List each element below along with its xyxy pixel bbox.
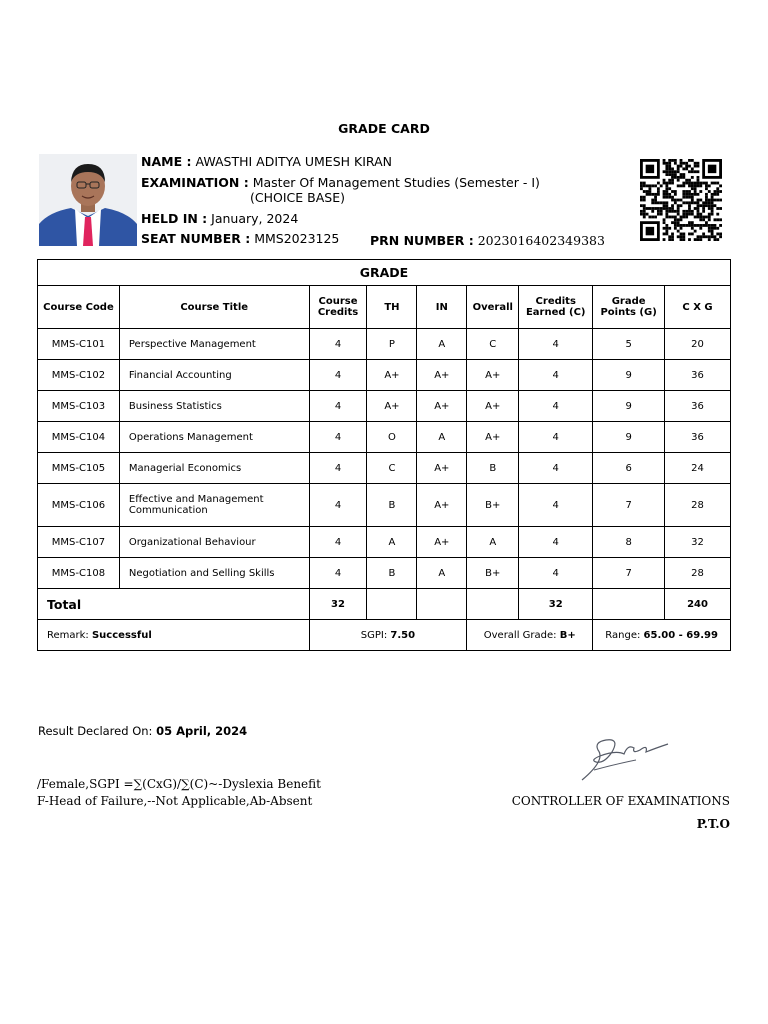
name-label: NAME :	[141, 154, 192, 169]
examination-name: Master Of Management Studies (Semester - I)	[252, 175, 540, 190]
th-grade: A	[367, 527, 417, 558]
overall-grade-summary: Overall Grade: B+	[467, 620, 593, 651]
cxg-value: 28	[665, 558, 731, 589]
student-name-line	[141, 154, 392, 169]
in-grade: A+	[417, 453, 467, 484]
cxg-value: 28	[665, 484, 731, 527]
in-grade: A	[417, 329, 467, 360]
course-title: Business Statistics	[119, 391, 309, 422]
table-row	[38, 527, 731, 558]
total-cxg: 240	[665, 589, 731, 620]
course-credits: 4	[309, 422, 367, 453]
header-grade-points: Grade Points (G)	[593, 286, 665, 329]
course-code: MMS-C107	[38, 527, 120, 558]
in-grade: A+	[417, 527, 467, 558]
in-grade: A+	[417, 484, 467, 527]
sgpi: SGPI: 7.50	[309, 620, 467, 651]
student-photo	[39, 154, 137, 246]
declared-date: 05 April, 2024	[156, 724, 248, 738]
grade-points: 8	[593, 527, 665, 558]
course-credits: 4	[309, 360, 367, 391]
credits-earned: 4	[519, 391, 593, 422]
in-grade: A	[417, 558, 467, 589]
footnote-legend-1: /Female,SGPI =∑(CxG)/∑(C)~-Dyslexia Benefit	[37, 777, 321, 791]
signature-icon	[576, 730, 676, 785]
course-code: MMS-C102	[38, 360, 120, 391]
header-in: IN	[417, 286, 467, 329]
course-code: MMS-C101	[38, 329, 120, 360]
course-credits: 4	[309, 527, 367, 558]
header-course-title: Course Title	[119, 286, 309, 329]
examination-line	[141, 175, 540, 190]
prn-number-value: 2023016402349383	[477, 233, 605, 248]
credits-earned: 4	[519, 329, 593, 360]
held-in-line	[141, 211, 298, 226]
table-row	[38, 453, 731, 484]
credits-earned: 4	[519, 527, 593, 558]
course-code: MMS-C108	[38, 558, 120, 589]
th-grade: C	[367, 453, 417, 484]
course-credits: 4	[309, 558, 367, 589]
th-grade: A+	[367, 391, 417, 422]
overall-grade: B+	[467, 558, 519, 589]
header-course-credits: Course Credits	[309, 286, 367, 329]
th-grade: B	[367, 484, 417, 527]
th-grade: B	[367, 558, 417, 589]
grade-points: 5	[593, 329, 665, 360]
table-row	[38, 360, 731, 391]
course-title: Operations Management	[119, 422, 309, 453]
th-grade: A+	[367, 360, 417, 391]
in-grade: A	[417, 422, 467, 453]
prn-number-label: PRN NUMBER :	[370, 233, 474, 248]
footnote-legend-2: F-Head of Failure,--Not Applicable,Ab-Absent	[37, 794, 313, 808]
grade-points: 9	[593, 360, 665, 391]
course-title: Managerial Economics	[119, 453, 309, 484]
table-row	[38, 422, 731, 453]
course-code: MMS-C105	[38, 453, 120, 484]
credits-earned: 4	[519, 360, 593, 391]
cxg-value: 36	[665, 360, 731, 391]
grade-points: 9	[593, 422, 665, 453]
course-title: Organizational Behaviour	[119, 527, 309, 558]
course-code: MMS-C104	[38, 422, 120, 453]
qr-code-icon	[638, 159, 724, 241]
grade-points: 9	[593, 391, 665, 422]
course-title: Financial Accounting	[119, 360, 309, 391]
table-header-row	[38, 286, 731, 329]
held-in-label: HELD IN :	[141, 211, 208, 226]
header-course-code: Course Code	[38, 286, 120, 329]
credits-earned: 4	[519, 422, 593, 453]
overall-grade: C	[467, 329, 519, 360]
controller-of-examinations: CONTROLLER OF EXAMINATIONS	[511, 794, 730, 808]
table-row	[38, 484, 731, 527]
seat-number-value: MMS2023125	[254, 231, 340, 246]
overall-grade: A+	[467, 360, 519, 391]
grade-points: 6	[593, 453, 665, 484]
in-grade: A+	[417, 391, 467, 422]
cxg-value: 36	[665, 422, 731, 453]
course-title: Perspective Management	[119, 329, 309, 360]
overall-grade: B+	[467, 484, 519, 527]
credits-earned: 4	[519, 453, 593, 484]
course-credits: 4	[309, 329, 367, 360]
course-title: Negotiation and Selling Skills	[119, 558, 309, 589]
summary-row	[38, 620, 731, 651]
course-credits: 4	[309, 391, 367, 422]
grade-points: 7	[593, 484, 665, 527]
cxg-value: 24	[665, 453, 731, 484]
header-overall: Overall	[467, 286, 519, 329]
course-title: Effective and Management Communication	[119, 484, 309, 527]
pto-label: P.T.O	[696, 817, 730, 831]
total-row	[38, 589, 731, 620]
table-row	[38, 391, 731, 422]
overall-grade: A+	[467, 391, 519, 422]
prn-number-line	[370, 233, 605, 248]
course-credits: 4	[309, 484, 367, 527]
header-th: TH	[367, 286, 417, 329]
seat-number-line	[141, 231, 339, 246]
total-earned: 32	[519, 589, 593, 620]
course-code: MMS-C103	[38, 391, 120, 422]
th-grade: P	[367, 329, 417, 360]
table-row	[38, 558, 731, 589]
overall-grade: A+	[467, 422, 519, 453]
course-credits: 4	[309, 453, 367, 484]
held-in-value: January, 2024	[211, 211, 299, 226]
cxg-value: 36	[665, 391, 731, 422]
range: Range: 65.00 - 69.99	[593, 620, 731, 651]
credits-earned: 4	[519, 484, 593, 527]
credits-earned: 4	[519, 558, 593, 589]
student-name: AWASTHI ADITYA UMESH KIRAN	[195, 154, 392, 169]
examination-subtitle: (CHOICE BASE)	[250, 190, 345, 205]
page-title: GRADE CARD	[338, 121, 430, 136]
th-grade: O	[367, 422, 417, 453]
in-grade: A+	[417, 360, 467, 391]
total-credits: 32	[309, 589, 367, 620]
result-declared: Result Declared On: 05 April, 2024	[38, 724, 248, 738]
table-row	[38, 329, 731, 360]
remark: Remark: Successful	[38, 620, 310, 651]
course-code: MMS-C106	[38, 484, 120, 527]
header-cxg: C X G	[665, 286, 731, 329]
grade-points: 7	[593, 558, 665, 589]
overall-grade: B	[467, 453, 519, 484]
cxg-value: 32	[665, 527, 731, 558]
overall-grade: A	[467, 527, 519, 558]
grade-table	[37, 259, 731, 651]
seat-number-label: SEAT NUMBER :	[141, 231, 251, 246]
grade-caption: GRADE	[38, 260, 731, 286]
examination-label: EXAMINATION :	[141, 175, 249, 190]
total-label: Total	[38, 589, 310, 620]
cxg-value: 20	[665, 329, 731, 360]
header-credits-earned: Credits Earned (C)	[519, 286, 593, 329]
